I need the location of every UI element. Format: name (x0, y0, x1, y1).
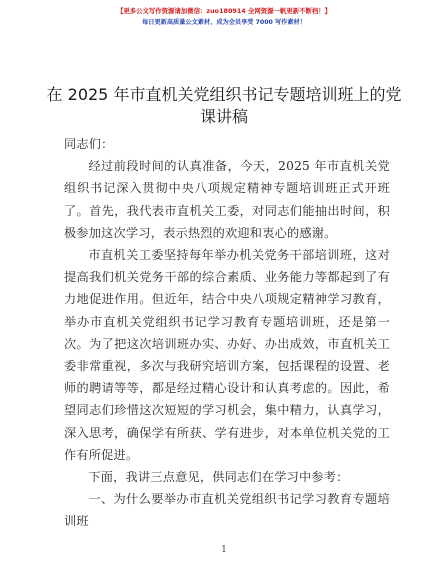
paragraph-intro: 经过前段时间的认真准备，今天，2025 年市直机关党组织书记深入贯彻中央八项规定精神专题培训班正式开班了。首先，我代表市直机关工委，对同志们能抽出时间，积极参加这次学习，表示热烈的欢迎和衷心的感谢。 (64, 159, 390, 240)
greeting: 同志们： (64, 137, 114, 151)
promo-banner-line-1: 【更多公文写作资源请加微信：zuo180914 全网资源一帆更新不断档！】 (116, 7, 332, 15)
promo-banner-line-2: 每日更新高质量公文素材，成为会员享受 7000 写作素材！ (142, 19, 306, 26)
document-title: 在 2025 年市直机关党组织书记专题培训班上的党课讲稿 (46, 85, 402, 126)
paragraph-background: 市直机关工委坚持每年举办机关党务干部培训班，这对提高我们机关党务干部的综合素质、业务能力等都起到了有力地促进作用。但近年，结合中央八项规定精神学习教育，举办市直机关党组织书记学习教育专题培训班，还是第一次。为了把这次培训班办实、办好、办出成效，市直机关工委非常重视，多次与我研究培训方案，包括课程的设置、老师的聘请等等，都是经过精心设计和认真考虑的。因此，希望同志们珍惜这次短短的学习机会，集中精力，认真学习，深入思考，确保学有所获、学有进步，对本单位机关党的工作有所促进。 (64, 248, 390, 462)
page-number: 1 (221, 545, 227, 555)
document-body (64, 133, 390, 533)
paragraph-transition: 下面，我讲三点意见，供同志们在学习中参考： (88, 470, 349, 485)
section-heading-1: 一、为什么要举办市直机关党组织书记学习教育专题培训班 (64, 492, 390, 529)
